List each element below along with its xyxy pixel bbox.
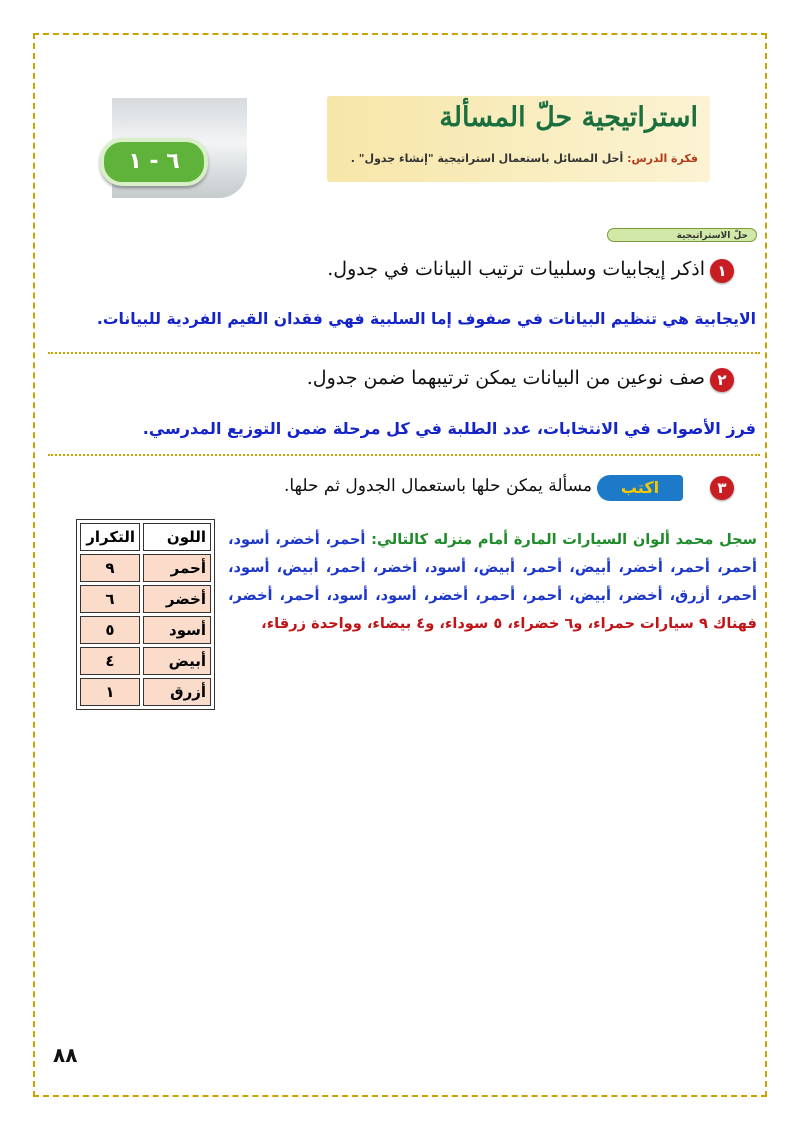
table-row — [80, 585, 211, 613]
lesson-idea-text: أحل المسائل باستعمال استراتيجية "إنشاء جدول" . — [350, 152, 624, 165]
table-cell-count: ٥ — [80, 616, 140, 644]
question-1-number: ١ — [710, 259, 734, 283]
table-cell-count: ٩ — [80, 554, 140, 582]
table-row — [80, 554, 211, 582]
table-cell-color: أخضر — [143, 585, 211, 613]
table-cell-count: ٤ — [80, 647, 140, 675]
table-cell-color: أبيض — [143, 647, 211, 675]
table-cell-count: ٦ — [80, 585, 140, 613]
table-row — [80, 616, 211, 644]
table-row — [80, 647, 211, 675]
problem-colors: أحمر، أخضر، أسود، أحمر، أحمر، أخضر، أبيض، أحمر، أبيض، أسود، أخضر، أحمر، أبيض، أسود، أحمر، أزرق، أخضر، أبيض، أحمر، أحمر، أخضر، أسود، أسود، أحمر، أخضر، — [228, 531, 757, 604]
problem-intro: سجل محمد ألوان السيارات المارة أمام منزله كالتالي: — [371, 531, 757, 548]
page-number: ٨٨ — [53, 1043, 78, 1067]
question-1-text: اذكر إيجابيات وسلبيات ترتيب البيانات في جدول. — [327, 258, 705, 280]
lesson-header — [327, 96, 710, 182]
question-2-answer: فرز الأصوات في الانتخابات، عدد الطلبة في كل مرحلة ضمن التوزيع المدرسي. — [142, 419, 756, 438]
table-header-count: التكرار — [80, 523, 140, 551]
table-cell-count: ١ — [80, 678, 140, 706]
frequency-table — [76, 519, 215, 710]
strategy-pill: حلّ الاستراتيجية — [607, 228, 757, 242]
question-3-number: ٣ — [710, 476, 734, 500]
table-row — [80, 678, 211, 706]
lesson-number-badge: ٦ - ١ — [100, 138, 208, 186]
question-2-text: صف نوعين من البيانات يمكن ترتيبهما ضمن جدول. — [306, 367, 705, 389]
table-cell-color: أسود — [143, 616, 211, 644]
question-2-number: ٢ — [710, 368, 734, 392]
write-tag: اكتب — [597, 475, 683, 501]
table-header-row — [80, 523, 211, 551]
lesson-title: استراتيجية حلّ المسألة — [439, 102, 698, 133]
question-3-text: مسألة يمكن حلها باستعمال الجدول ثم حلها. — [283, 476, 592, 496]
lesson-idea — [351, 152, 698, 165]
separator-2 — [48, 454, 760, 456]
table-cell-color: أحمر — [143, 554, 211, 582]
problem-paragraph — [228, 526, 757, 638]
separator-1 — [48, 352, 760, 354]
table-cell-color: أزرق — [143, 678, 211, 706]
lesson-idea-label: فكرة الدرس: — [627, 152, 698, 165]
table-header-color: اللون — [143, 523, 211, 551]
problem-conclusion: فهناك ٩ سيارات حمراء، و٦ خضراء، ٥ سوداء، و٤ بيضاء، وواحدة زرقاء، — [261, 615, 757, 632]
question-1-answer: الايجابية هي تنظيم البيانات في صفوف إما السلبية فهي فقدان القيم الفردية للبيانات. — [96, 310, 756, 328]
